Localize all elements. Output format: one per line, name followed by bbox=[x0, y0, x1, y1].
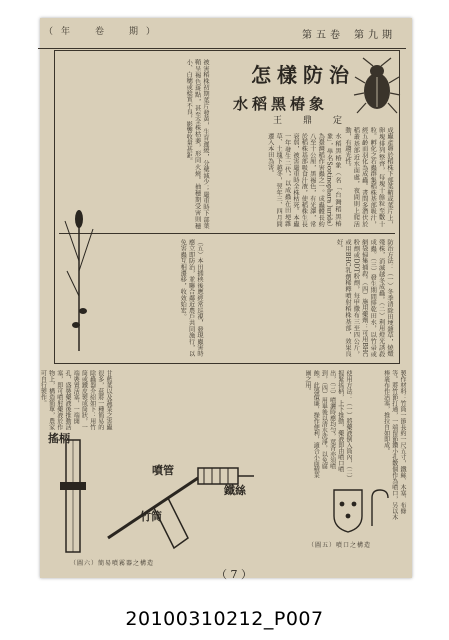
page-header bbox=[38, 18, 406, 49]
label-cylinder: 竹筒 bbox=[140, 510, 162, 523]
nozzle-plate-illustration-icon bbox=[328, 486, 368, 536]
archive-id: 20100310212_P007 bbox=[125, 608, 324, 630]
article-column-intro: 水稻黑椿象（名「台灣稻黑椿象」，學名Scotinophara lurida）為臺灣稻作害蟲之一。成蟲體長約八至十公厘，黑褐色，有光澤，常於稻株基部吸食汁液，使稻株生長衰弱，被害嚴重時全株枯死。本蟲一年發生二代，以成蟲在田埂雜草、土塊下越冬，翌年三、四月間遷入本田為害。 bbox=[266, 133, 341, 227]
label-wire: 鐵絲 bbox=[224, 484, 246, 497]
stink-bug-illustration-icon bbox=[353, 57, 401, 119]
figure-caption-right: （圖五）噴口之構造 bbox=[308, 542, 372, 549]
label-pipe: 噴管 bbox=[152, 464, 174, 477]
page-number: （ 7 ） bbox=[216, 568, 252, 581]
article-subtitle: 水稻黑椿象 bbox=[233, 95, 329, 113]
document-page bbox=[39, 18, 412, 581]
label-handle: 搖柄 bbox=[48, 432, 70, 445]
article-column-damage: 被害稻株初期葉片發黃，生育遲緩，分蘗減少；嚴重時下部葉鞘呈褐色斑點，甚至全株枯萎，形同火燒。抽穗期受害則穗小、白穗或稔實不良，影響收量甚鉅。 bbox=[185, 59, 209, 229]
feature-article bbox=[54, 50, 400, 364]
figure-caption-left: （圖六）簡易噴霧器之構造 bbox=[70, 560, 155, 567]
hook-wire-illustration-icon bbox=[366, 488, 396, 528]
rice-plant-illustration-icon bbox=[59, 201, 99, 351]
header-left: （年 卷 期） bbox=[44, 27, 164, 37]
lower-left-text: 甘藍葉以及蔬菜之害蟲很多，茲將一種簡易的除蟲器介紹如下：用竹筒或鐵皮製成筒狀，一端裝置活塞，一端開孔，盛裝藥液後推動活塞，即可噴射藥液於作物上，構造簡單，農家可自行製作。 bbox=[39, 370, 112, 430]
article-column-control: 防治方法：（一）冬季清除田埂雜草，燒燬殘株，消滅越冬成蟲。（二）利用燈光誘殺成蟲。（三）發生期間排乾田水，以竹帚或網袋掃集捕殺。（四）施用藥劑：可用BHC粉劑或DDT粉劑，每甲撒布三至四公斤，或用BHC乳劑稀釋噴射稻株基部，效果良好。 bbox=[335, 239, 393, 357]
article-column-note: （五）本田插秧後應經常巡視，發現蟲害時應立即防治，並聯合鄰近農戶共同施行，以免害蟲互相遷移，收效始宏。 bbox=[179, 239, 203, 357]
header-issue: 第九期 bbox=[354, 30, 396, 41]
article-author: 王 鼎 定 bbox=[273, 116, 349, 126]
header-volume: 第五卷 bbox=[302, 30, 344, 41]
article-title: 怎樣防治 bbox=[251, 63, 355, 87]
article-column-life: 成蟲產卵於稻株下部葉鞘或葉片上，卵塊排列整齊，每塊十餘粒至數十粒。孵化之若蟲群集稻株基部吸汁，經五齡而羽化為成蟲。晝間多潛伏於稻叢基部近水面處，夜間則上爬活動，有趨光性。 bbox=[343, 127, 393, 227]
lower-right-text: 製作材料：竹筒一節長約一尺五寸，鐵絲、木塞、布條等。將竹節打通，一端留節鑽小孔數個作為噴口，另以木棒裹布作活塞，推拉自如即成。 bbox=[382, 370, 406, 520]
lower-mid-text: 使用方法：（一）將藥液倒入筒內，（二）握緊搖柄，上下推動，藥液即由噴口噴出，（三）噴灑時應均勻，葉背亦須噴到，（四）用畢後以清水洗淨，以免腐蝕。此器價廉，操作便利，適合小面積菜園之用。 bbox=[303, 370, 352, 478]
column-divider bbox=[59, 233, 395, 234]
